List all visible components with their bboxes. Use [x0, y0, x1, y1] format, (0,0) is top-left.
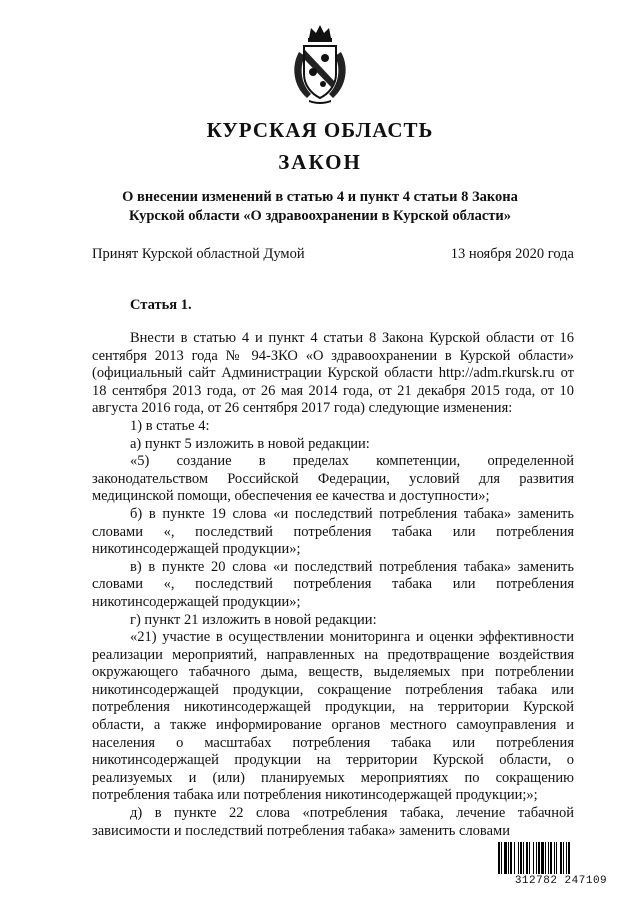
paragraph: д) в пункте 22 слова «потребления табака, лечение табачной зависимости и последствий потребления табака» заменить словами: [92, 805, 574, 839]
barcode: [498, 842, 624, 894]
article-body: [92, 330, 574, 840]
barcode-bars: [498, 842, 624, 874]
barcode-number: 312782 247109: [514, 875, 608, 887]
adoption-date: 13 ноября 2020 года: [450, 246, 574, 262]
paragraph: Внести в статью 4 и пункт 4 статьи 8 Закона Курской области от 16 сентября 2013 года № 94-ЗКО «О здравоохранении в Курской области» (официальный сайт Администрации Курской области http://adm.rkursk.ru от 18 сентября 2013 года, от 26 мая 2014 года, от 21 декабря 2015 года, от 10 августа 2016 года, от 26 сентября 2017 года) следующие изменения:: [92, 330, 574, 417]
paragraph: «21) участие в осуществлении мониторинга и оценки эффективности реализации мероприятий, направленных на предотвращение воздействия окружающего табачного дыма, веществ, выделяемых при потреблении никотинсодержащей продукции, сокращение потребления табака или потребления никотинсодержащей продукции, на территории Курской области, а также информирование органов местного самоуправления и населения о масштабах потребления табака или потребления никотинсодержащей продукции на территории Курской области, о реализуемых и (или) планируемых мероприятиях по сокращению потребления табака или потребления никотинсодержащей продукции;»;: [92, 629, 574, 804]
paragraph: в) в пункте 20 слова «и последствий потребления табака» заменить словами «, последствий потребления табака или потребления никотинсодержащей продукции»;: [92, 558, 574, 610]
region-heading: КУРСКАЯ ОБЛАСТЬ: [206, 118, 434, 142]
coat-of-arms-emblem: [287, 22, 353, 104]
paragraph: 1) в статье 4:: [130, 417, 210, 434]
article-heading: Статья 1.: [130, 297, 192, 313]
paragraph: б) в пункте 19 слова «и последствий потребления табака» заменить словами «, последствий потребления табака или потребления никотинсодержащей продукции»;: [92, 505, 574, 558]
coat-of-arms-icon: [287, 22, 353, 104]
barcode-bar: [570, 842, 573, 874]
law-title-line: О внесении изменений в статью 4 и пункт 4 статьи 8 Закона: [122, 189, 518, 205]
paragraph: а) пункт 5 изложить в новой редакции:: [130, 435, 370, 452]
paragraph: г) пункт 21 изложить в новой редакции:: [130, 611, 377, 628]
adopting-body: Принят Курской областной Думой: [92, 246, 305, 262]
adoption-line: [92, 246, 574, 263]
paragraph: «5) создание в пределах компетенции, определенной законодательством Российской Федерации, условий для развития медицинской помощи, обеспечения ее качества и доступности»;: [92, 453, 574, 505]
document-type-heading: ЗАКОН: [278, 150, 362, 174]
law-title-line: Курской области «О здравоохранении в Курской области»: [128, 208, 512, 224]
law-title: [90, 188, 550, 226]
